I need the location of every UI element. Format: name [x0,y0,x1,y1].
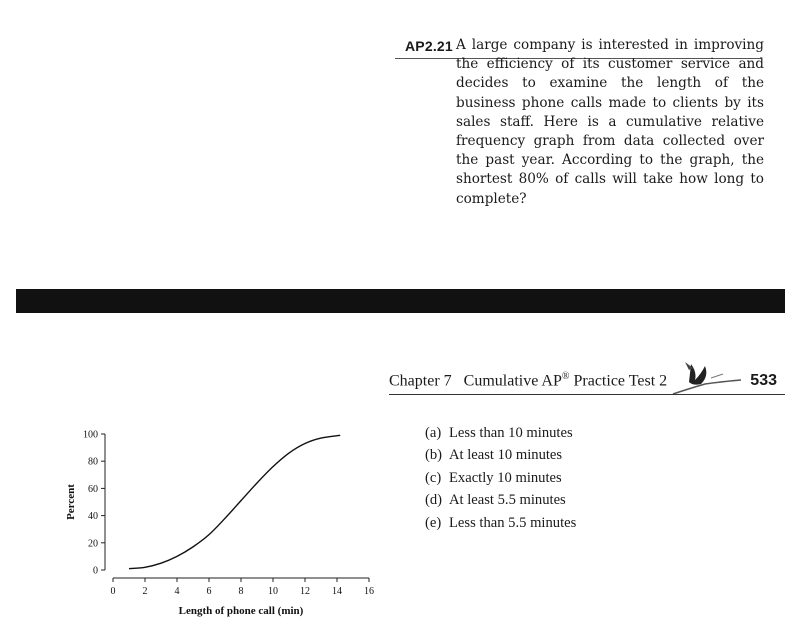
x-tick-label: 6 [206,586,212,597]
x-tick-label: 12 [300,586,310,597]
chart-series [129,435,340,568]
chapter-title-prefix: Cumulative AP [463,372,562,390]
x-axis-label: Length of phone call (min) [178,605,304,617]
choice-c [425,467,576,489]
problem-number: AP2.21 [405,38,453,54]
cumulative-curve [129,435,340,568]
choice-a-text: Less than 10 minutes [449,425,573,441]
choice-c-label: (c) [425,469,442,486]
x-tick-label: 2 [142,586,148,597]
choice-a [425,422,576,444]
page-separator-band [16,289,785,313]
y-tick-label: 60 [88,483,98,495]
choice-d [425,489,576,511]
chapter-title-suffix: Practice Test 2 [569,372,668,390]
page-number: 533 [750,372,777,389]
x-tick-label: 0 [110,586,116,597]
x-tick-label: 14 [332,586,342,597]
running-header [389,364,785,400]
choice-b-text: At least 10 minutes [449,447,563,464]
header-rule [389,394,785,395]
registered-mark: ® [561,371,570,382]
choice-b [425,444,576,466]
choice-c-text: Exactly 10 minutes [449,469,562,486]
problem-text: A large company is interested in improving the efficiency of its customer service and decides to examine the length of the business phone calls made to clients by its sales staff. Here is a cumulative relative frequency graph from data collected over the past year. According to the graph, the shortest 80% of calls will take how long to complete? [456,37,764,207]
chapter-label: Chapter 7 [389,372,452,390]
y-tick-label: 20 [88,538,98,550]
x-tick-label: 4 [174,586,180,597]
y-axis-label: Percent [65,484,77,520]
y-tick-label: 80 [88,456,98,468]
choice-e-label: (e) [425,514,442,531]
x-tick-label: 10 [268,586,278,597]
y-tick-label: 100 [83,429,98,441]
choice-a-label: (a) [425,425,442,441]
x-tick-label: 16 [364,586,374,597]
choice-d-text: At least 5.5 minutes [449,492,566,509]
choice-b-label: (b) [425,447,443,464]
bird-logo-icon [671,358,751,398]
y-tick-label: 40 [88,511,98,523]
cumulative-frequency-chart [56,418,386,618]
choice-e [425,512,576,534]
chapter-title [389,371,667,390]
choice-e-text: Less than 5.5 minutes [449,514,577,531]
y-tick-label: 0 [93,565,98,577]
choice-d-label: (d) [425,492,443,509]
chart-ticks [83,430,374,598]
x-tick-label: 8 [238,586,244,597]
answer-choices [425,422,576,534]
